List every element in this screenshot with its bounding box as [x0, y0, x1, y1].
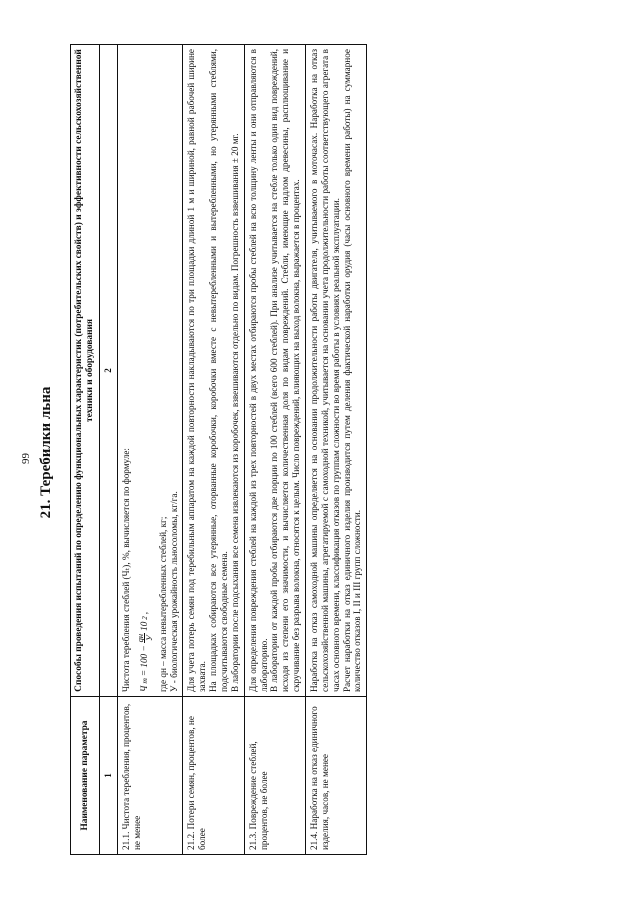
formula-fraction	[136, 633, 154, 643]
method-text: В лаборатории от каждой пробы отбираются две порции по 100 стеблей (всего 600 стеблей). При анализе учитывается на стебле только один вид повреждений, исходя из степени его значимости, и вычисляется количественная доля по видам повреждений. Стебли, имеющие надлом древесины, расплющивание и скручивание без разрыва волокна, относятся к целым. Число повреждений, влияющих на выход волокна, выражается в процентах.	[269, 49, 302, 692]
method-text: Для определения повреждения стеблей на каждой из трех повторностей в двух местах отбираются пробы стеблей на всю толщину ленты и они отправляются в лабораторию.	[247, 49, 269, 692]
header-test-methods: Способы проведения испытаний по определению функциональных характеристик (потребительских свойств) и эффективности сельскохозяйственной техники и оборудования	[71, 45, 100, 697]
table-header-row	[71, 45, 100, 855]
parameter-name-cell: 21.1. Чистота теребления, процентов, не менее	[117, 697, 183, 855]
column-number-row	[100, 45, 118, 855]
column-number-2: 2	[100, 45, 118, 697]
table-row	[244, 45, 305, 855]
method-cell	[183, 45, 244, 697]
formula-denominator: У	[144, 635, 155, 641]
formula-lhs-sub: т	[140, 678, 150, 684]
page-title: 21. Теребилки льна	[38, 386, 54, 519]
method-cell	[305, 45, 366, 697]
parameter-name-cell: 21.4. Наработка на отказ единичного изделия, часов, не менее	[305, 697, 366, 855]
method-text: Чистота теребления стеблей (Чₜ), %, вычисляется по формуле:	[120, 448, 131, 692]
test-methods-table	[70, 44, 367, 855]
formula-numerator: qн	[134, 633, 145, 643]
method-cell	[117, 45, 183, 697]
formula-end: ,	[139, 611, 150, 615]
header-parameter-name: Наименование параметра	[71, 697, 100, 855]
formula-eq: = 100 −	[139, 645, 150, 677]
formula	[136, 49, 154, 692]
method-cell	[244, 45, 305, 697]
table-row	[117, 45, 183, 855]
column-number-1: 1	[100, 697, 118, 855]
page-number: 99	[20, 453, 32, 464]
parameter-name-cell: 21.2. Потери семян, процентов, не более	[183, 697, 244, 855]
method-text: Для учета потерь семян под теребильным аппаратом на каждой повторности накладываются по три площадки длиной 1 м и шириной, равной рабочей ширине захвата.	[186, 49, 208, 692]
parameter-name-cell: 21.3. Повреждение стеблей, процентов, не более	[244, 697, 305, 855]
table-row	[305, 45, 366, 855]
table-row	[183, 45, 244, 855]
formula-tail: 10	[139, 621, 150, 631]
method-text: У - биологическая урожайность льносоломы, кг/га.	[168, 491, 179, 692]
formula-tail-sup: 2	[140, 616, 149, 620]
method-text: На площадках собираются все утерянные, оторванные коробочки, коробочки вместе с невытеребленными и вытеребленными, но утерянными стеблями, подсчитываются свободные семена.	[208, 49, 229, 692]
formula-lhs: Ч	[139, 685, 150, 692]
method-text: Наработка на отказ самоходной машины определяется на основании продолжительности работы двигателя, учитываемого в моточасах. Наработка на отказ сельскохозяйственной машины, агрегатируемой с самоходной техникой, учитывается на основании учета продолжительности работы соответствующего агрегата в часах основного времени, классификация отказов по группам сложности во время работы в условиях реальной эксплуатации.	[308, 49, 341, 692]
method-text: Расчет наработки на отказ единичного изделия производится путем деления фактической наработки орудия (часы основного времени работы) на суммарное количество отказов I, II и III групп сложности.	[341, 49, 363, 692]
method-text: где qн – масса невытеребленных стеблей, кг;	[157, 516, 168, 692]
method-text: В лаборатории после подсыхания все семена извлекаются из коробочек, взвешиваются отдельно по видам. Погрешность взвешивания ± 20 мг.	[229, 133, 240, 692]
